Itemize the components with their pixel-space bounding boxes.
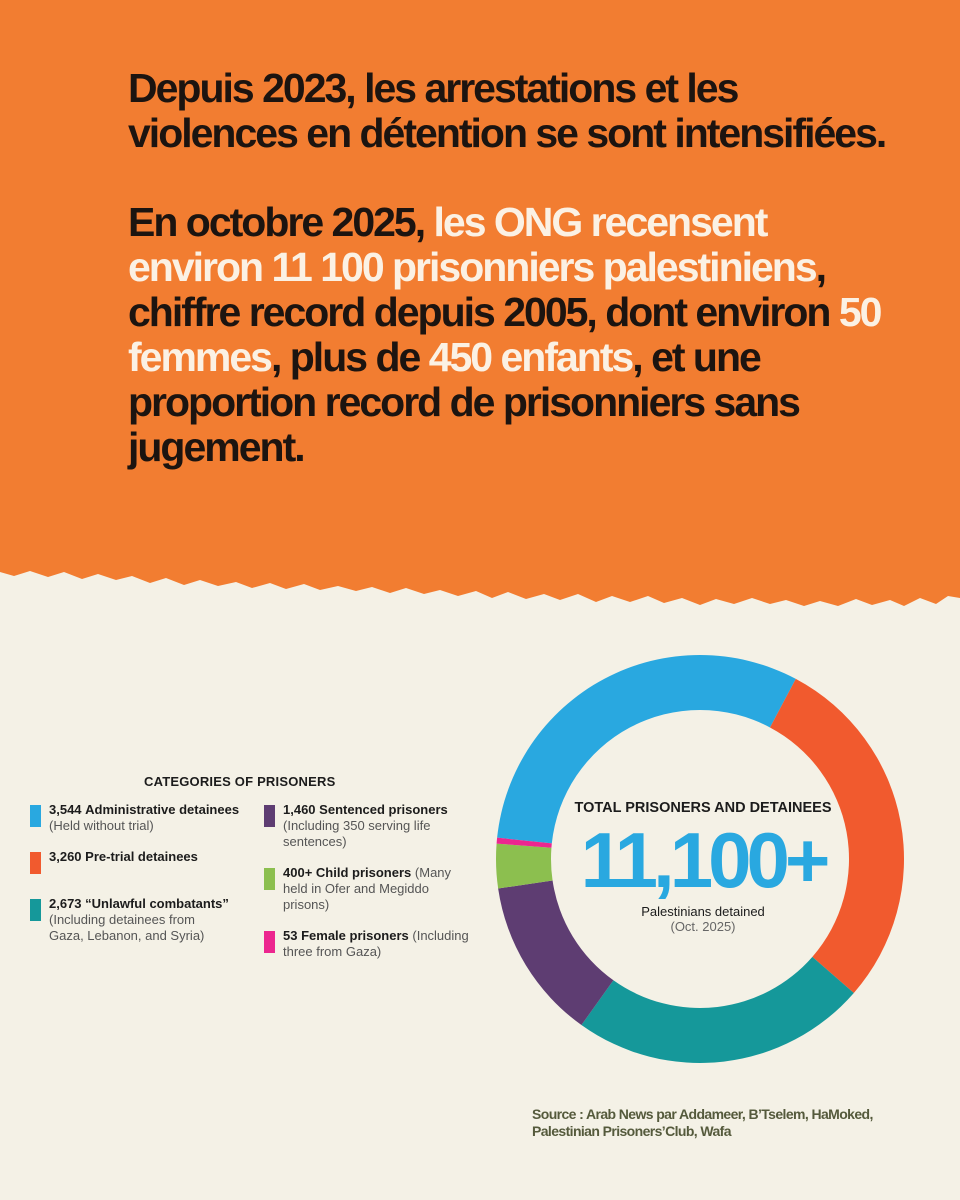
legend-value: 400+ xyxy=(283,865,313,880)
legend-value: 1,460 xyxy=(283,802,316,817)
legend-label: Administrative detainees xyxy=(85,802,240,817)
legend-item-pretrial xyxy=(30,849,255,865)
legend-note: (Including detainees from Gaza, Lebanon, and Syria) xyxy=(49,912,205,943)
legend-note: (Held without trial) xyxy=(49,818,154,833)
legend-note: (Including 350 serving life sentences) xyxy=(283,818,431,849)
legend-item-combatants xyxy=(30,896,230,944)
donut-slice-5 xyxy=(496,844,553,889)
legend-value: 2,673 xyxy=(49,896,82,911)
total-subtitle: Palestinians detained xyxy=(641,904,765,919)
headline-p2-part: , et une proportion record de prisonniers sans jugement. xyxy=(128,334,799,470)
headline-p2-part: , plus de xyxy=(270,334,429,380)
legend-label: “Unlawful combatants” xyxy=(85,896,229,911)
legend-item-administrative xyxy=(30,802,255,834)
legend-swatch xyxy=(264,805,275,827)
total-label: TOTAL PRISONERS AND DETAINEES xyxy=(574,800,832,816)
legend-swatch xyxy=(264,931,275,953)
donut-center xyxy=(558,800,848,934)
headline-highlight-women: 50 femmes xyxy=(128,289,881,380)
legend-label: Female prisoners xyxy=(301,928,409,943)
total-date: (Oct. 2025) xyxy=(670,919,736,934)
legend-title: CATEGORIES OF PRISONERS xyxy=(144,774,336,789)
source-note: Source : Arab News par Addameer, B’Tselem, HaMoked, Palestinian Prisoners’Club, Wafa xyxy=(532,1106,873,1139)
legend-swatch xyxy=(264,868,275,890)
legend-item-children xyxy=(264,865,464,913)
legend-value: 3,544 xyxy=(49,802,82,817)
headline-paragraph-2 xyxy=(128,200,888,470)
legend-note: (Including three from Gaza) xyxy=(283,928,469,959)
legend-item-female xyxy=(264,928,489,960)
legend-value: 53 xyxy=(283,928,298,943)
legend-swatch xyxy=(30,805,41,827)
headline-p2-part: En octobre 2025, xyxy=(128,199,434,245)
legend-swatch xyxy=(30,899,41,921)
headline-highlight-ngo: les ONG recensent environ 11 100 prisonniers palestiniens xyxy=(128,199,816,290)
headline-text xyxy=(128,66,888,470)
legend-item-sentenced xyxy=(264,802,464,850)
headline-p2-part: , chiffre record depuis 2005, dont environ xyxy=(128,244,839,335)
headline-paragraph-1: Depuis 2023, les arrestations et les violences en détention se sont intensifiées. xyxy=(128,65,886,156)
legend-label: Child prisoners xyxy=(315,865,412,880)
legend-note: (Many held in Ofer and Megiddo prisons) xyxy=(283,865,452,912)
headline-highlight-children: 450 enfants xyxy=(428,334,633,380)
legend-label: Sentenced prisoners xyxy=(319,802,448,817)
total-value: 11,100+ xyxy=(580,816,826,904)
legend-swatch xyxy=(30,852,41,874)
donut-slice-3 xyxy=(581,957,853,1063)
legend-value: 3,260 xyxy=(49,849,82,864)
legend-label: Pre-trial detainees xyxy=(85,849,198,864)
